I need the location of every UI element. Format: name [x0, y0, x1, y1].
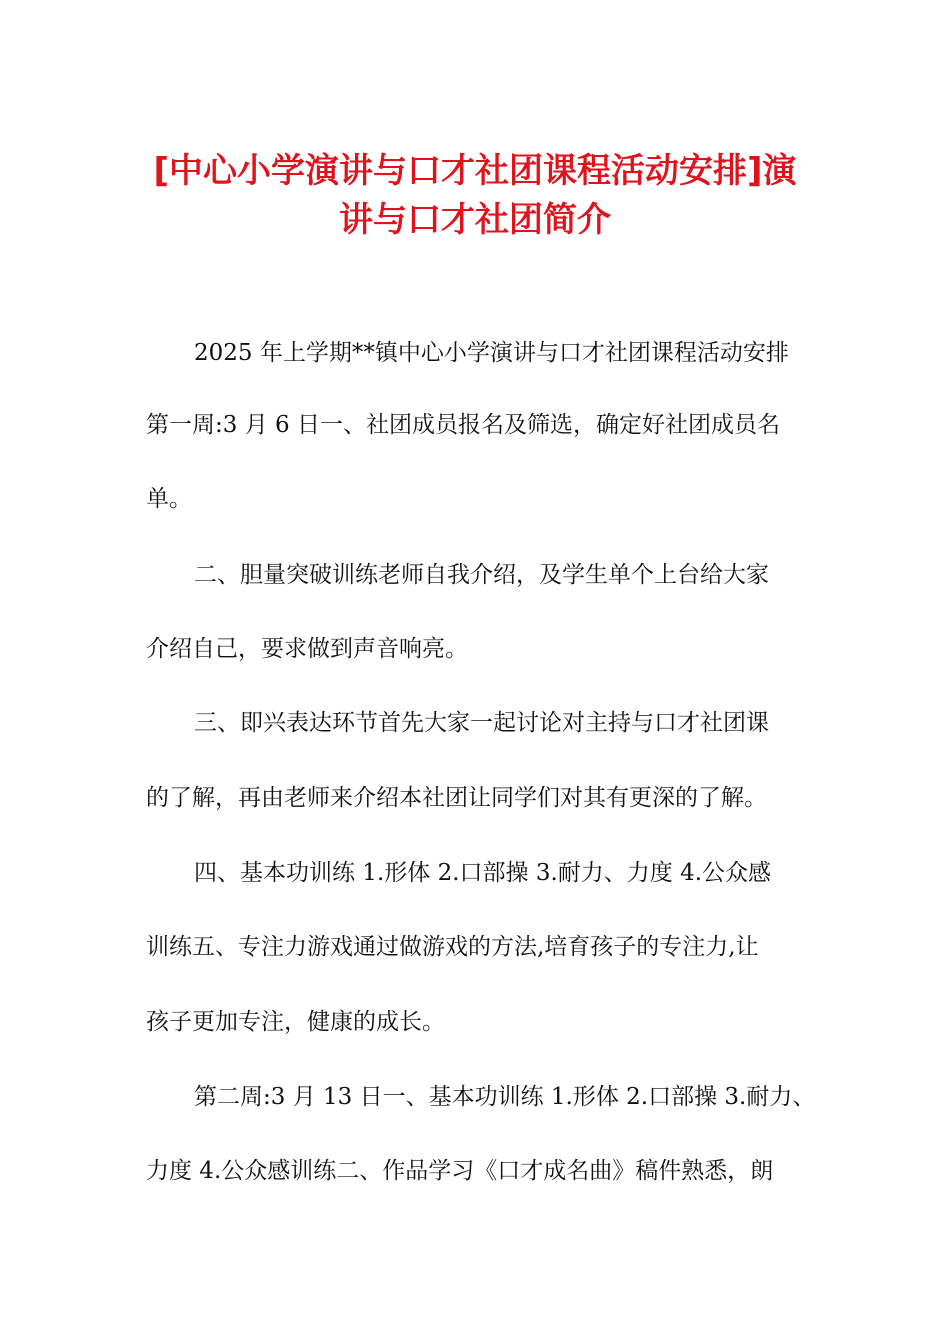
body-line-11: 第二周:3 月 13 日一、基本功训练 1.形体 2.口部操 3.耐力、 — [194, 1084, 816, 1110]
body-line-2: 第一周:3 月 6 日一、社团成员报名及筛选，确定好社团成员名 — [146, 412, 780, 438]
body-line-5: 介绍自己，要求做到声音响亮。 — [146, 636, 468, 662]
body-line-12: 力度 4.公众感训练二、作品学习《口才成名曲》稿件熟悉，朗 — [146, 1158, 774, 1184]
body-line-4: 二、胆量突破训练老师自我介绍，及学生单个上台给大家 — [194, 562, 769, 588]
body-line-7: 的了解，再由老师来介绍本社团让同学们对其有更深的了解。 — [146, 785, 767, 811]
document-title-line-2: 讲与口才社团简介 — [339, 200, 611, 240]
document-title-line-1: [中心小学演讲与口才社团课程活动安排]演 — [153, 151, 797, 191]
body-line-9: 训练五、专注力游戏通过做游戏的方法,培育孩子的专注力,让 — [146, 934, 759, 960]
body-line-10: 孩子更加专注，健康的成长。 — [146, 1009, 445, 1035]
body-line-3: 单。 — [146, 486, 192, 512]
body-line-1: 2025 年上学期**镇中心小学演讲与口才社团课程活动安排 — [194, 340, 789, 366]
body-line-8: 四、基本功训练 1.形体 2.口部操 3.耐力、力度 4.公众感 — [194, 860, 772, 886]
body-line-6: 三、即兴表达环节首先大家一起讨论对主持与口才社团课 — [194, 710, 769, 736]
